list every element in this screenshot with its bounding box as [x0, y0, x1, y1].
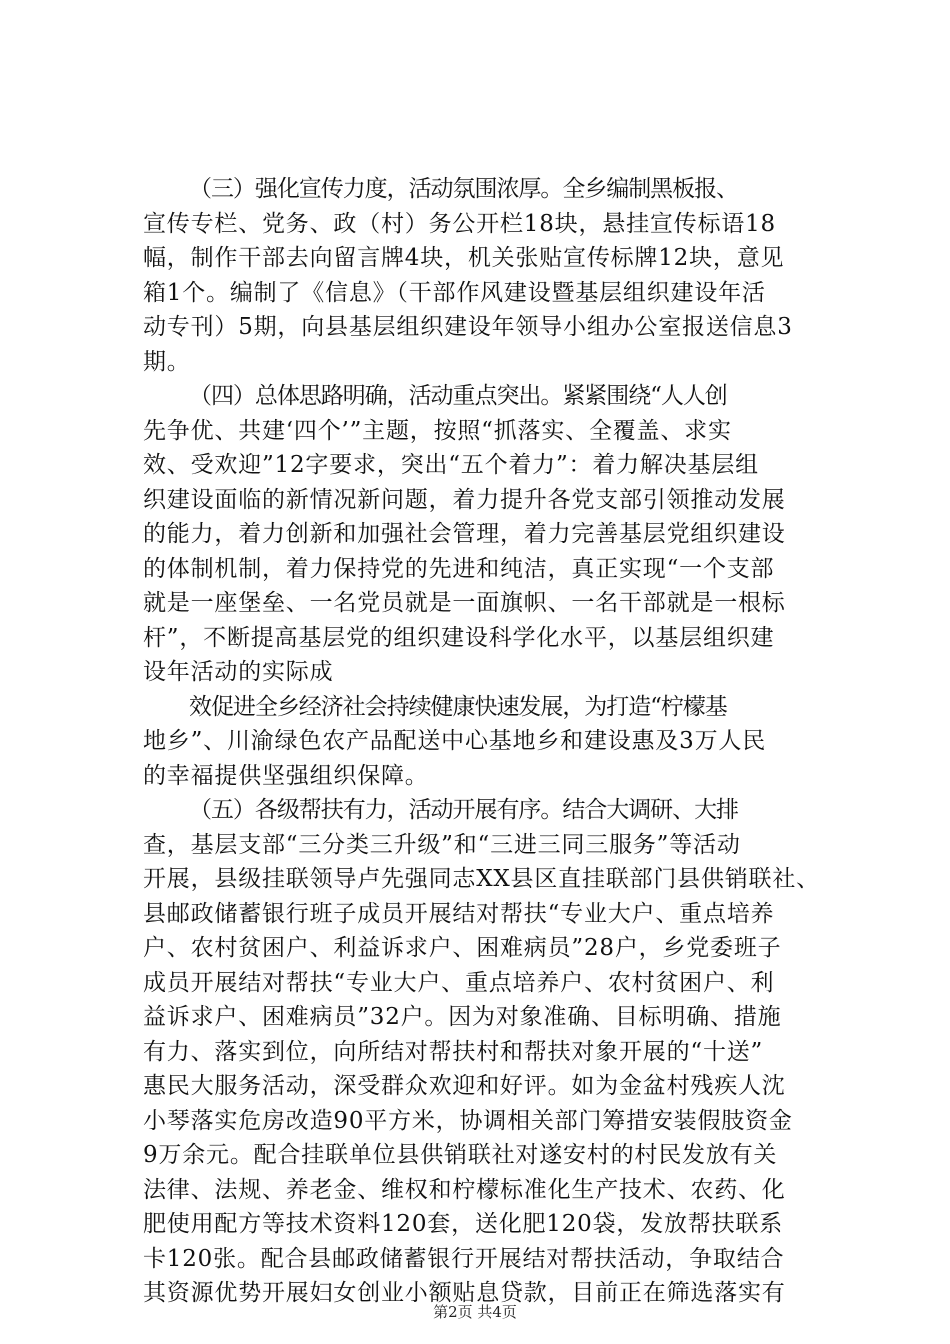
text-line: 益诉求户、困难病员”32户。因为对象准确、目标明确、措施 — [143, 1004, 782, 1030]
text-line: 地乡”、川渝绿色农产品配送中心基地乡和建设惠及3万人民 — [143, 728, 766, 754]
text-line: 期。 — [143, 348, 191, 375]
text-line: 杆”，不断提高基层党的组织建设科学化水平，以基层组织建 — [143, 624, 775, 651]
text-line: 织建设面临的新情况新问题，着力提升各党支部引领推动发展 — [143, 486, 786, 513]
text-line: （五）各级帮扶有力，活动开展有序。结合大调研、大排 — [189, 797, 739, 823]
paragraph-section-5 — [143, 793, 833, 1311]
text-line: 肥使用配方等技术资料120套，送化肥120袋，发放帮扶联系 — [143, 1211, 783, 1237]
text-line: 开展，县级挂联领导卢先强同志XX县区直挂联部门县供销联社、 — [143, 866, 820, 892]
text-line: 效、受欢迎”12字要求，突出“五个着力”：着力解决基层组 — [143, 452, 759, 478]
paragraph-section-4-continued — [143, 690, 833, 794]
text-line: 卡120张。配合县邮政储蓄银行开展结对帮扶活动，争取结合 — [143, 1245, 785, 1272]
text-line: （三）强化宣传力度，活动氛围浓厚。全乡编制黑板报、 — [189, 176, 739, 202]
text-line: 户、农村贫困户、利益诉求户、困难病员”28户，乡党委班子 — [143, 935, 782, 961]
text-line: 幅，制作干部去向留言牌4块，机关张贴宣传标牌12块，意见 — [143, 245, 785, 271]
paragraph-section-4 — [143, 379, 833, 690]
text-line: 法律、法规、养老金、维权和柠檬标准化生产技术、农药、化 — [143, 1176, 786, 1203]
text-line: 的体制机制，着力保持党的先进和纯洁，真正实现“一个支部 — [143, 555, 775, 582]
text-line: 宣传专栏、党务、政（村）务公开栏18块，悬挂宣传标语18 — [143, 210, 776, 237]
text-line: 小琴落实危房改造90平方米，协调相关部门筹措安装假肢资金 — [143, 1107, 793, 1134]
document-body — [143, 172, 833, 1311]
text-line: 先争优、共建‘四个’”主题，按照“抓落实、全覆盖、求实 — [143, 417, 732, 444]
text-line: 设年活动的实际成 — [143, 659, 334, 685]
text-line: 县邮政储蓄银行班子成员开展结对帮扶“专业大户、重点培养 — [143, 900, 775, 927]
text-line: 查，基层支部“三分类三升级”和“三进三同三服务”等活动 — [143, 831, 741, 858]
paragraph-section-3 — [143, 172, 833, 379]
text-line: 成员开展结对帮扶“专业大户、重点培养户、农村贫困户、利 — [143, 969, 775, 996]
text-line: 效促进全乡经济社会持续健康快速发展，为打造“柠檬基 — [189, 693, 727, 720]
text-line: （四）总体思路明确，活动重点突出。紧紧围绕“人人创 — [189, 383, 727, 409]
text-line: 有力、落实到位，向所结对帮扶村和帮扶对象开展的“十送” — [143, 1038, 764, 1065]
text-line: 的能力，着力创新和加强社会管理，着力完善基层党组织建设 — [143, 521, 786, 547]
text-line: 9万余元。配合挂联单位县供销联社对遂安村的村民发放有关 — [143, 1142, 778, 1168]
text-line: 的幸福提供坚强组织保障。 — [143, 762, 429, 789]
page-number-footer: 第2页 共4页 — [433, 1303, 517, 1321]
text-line: 动专刊）5期，向县基层组织建设年领导小组办公室报送信息3 — [143, 314, 793, 340]
text-line: 就是一座堡垒、一名党员就是一面旗帜、一名干部就是一根标 — [143, 590, 786, 616]
text-line: 其资源优势开展妇女创业小额贴息贷款，目前正在筛选落实有 — [143, 1280, 786, 1306]
text-line: 惠民大服务活动，深受群众欢迎和好评。如为金盆村残疾人沈 — [143, 1073, 786, 1099]
text-line: 箱1个。编制了《信息》（干部作风建设暨基层组织建设年活 — [143, 279, 766, 306]
